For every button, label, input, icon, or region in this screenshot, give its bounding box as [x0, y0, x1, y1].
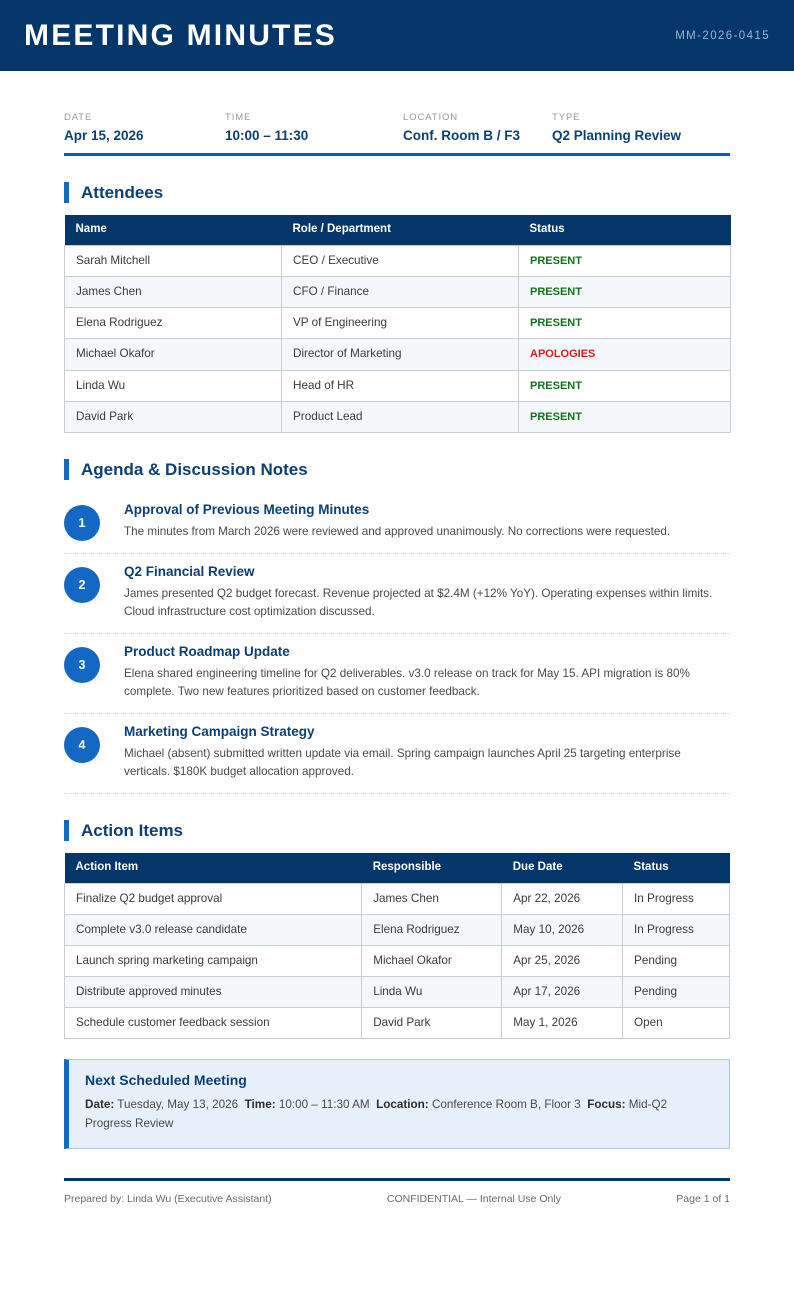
table-row — [65, 276, 731, 307]
table-row — [65, 308, 731, 339]
meta-value-time: 10:00 – 11:30 — [225, 128, 309, 144]
meta-field-date — [64, 113, 225, 144]
agenda-item-heading: Approval of Previous Meeting Minutes — [124, 501, 370, 517]
action-due-date: May 10, 2026 — [502, 915, 623, 946]
table-row — [65, 1008, 730, 1039]
section-title-agenda: Agenda & Discussion Notes — [81, 459, 308, 479]
next-meeting-title: Next Scheduled Meeting — [85, 1072, 247, 1089]
agenda-item-description: The minutes from March 2026 were reviewed and approved unanimously. No corrections were requested. — [124, 524, 671, 538]
attendees-col-status: Status — [519, 215, 731, 245]
attendee-status — [519, 339, 731, 370]
list-item — [64, 492, 730, 554]
action-responsible: Linda Wu — [362, 977, 502, 1008]
next-meeting-callout — [64, 1059, 730, 1149]
section-heading-attendees — [64, 182, 730, 203]
meeting-meta-row — [64, 113, 730, 156]
footer-confidential-notice: CONFIDENTIAL — Internal Use Only — [386, 1192, 561, 1205]
agenda-number-badge: 1 — [64, 505, 100, 541]
meta-field-time — [225, 113, 403, 144]
agenda-item-description: Michael (absent) submitted written update via email. Spring campaign launches April 25 targeting enterprise verticals. $180K budget allocation approved. — [124, 747, 681, 779]
next-meeting-details — [85, 1096, 713, 1134]
action-responsible: Michael Okafor — [362, 946, 502, 977]
meta-label-type: TYPE — [552, 112, 581, 123]
table-row — [65, 915, 730, 946]
action-responsible: Elena Rodriguez — [362, 915, 502, 946]
attendee-name: Michael Okafor — [65, 339, 282, 370]
attendees-col-role: Role / Department — [282, 215, 519, 245]
status-badge: PRESENT — [530, 410, 582, 423]
attendee-name: David Park — [65, 401, 282, 432]
action-responsible: David Park — [362, 1008, 502, 1039]
actions-header-row — [65, 853, 730, 883]
document-header — [0, 0, 794, 71]
actions-col-due: Due Date — [502, 853, 623, 883]
attendee-name: Sarah Mitchell — [65, 245, 282, 276]
next-meeting-time-label: Time: — [244, 1098, 276, 1111]
action-status: In Progress — [623, 884, 730, 915]
table-row — [65, 884, 730, 915]
list-item — [64, 714, 730, 794]
footer-page-number: Page 1 of 1 — [676, 1192, 730, 1205]
attendee-role: Head of HR — [282, 370, 519, 401]
meta-value-type: Q2 Planning Review — [552, 128, 682, 144]
action-item-text: Finalize Q2 budget approval — [65, 884, 362, 915]
meta-field-location — [403, 113, 552, 144]
agenda-number-badge: 3 — [64, 647, 100, 683]
action-responsible: James Chen — [362, 884, 502, 915]
attendee-status — [519, 276, 731, 307]
attendee-name: Elena Rodriguez — [65, 308, 282, 339]
action-items-table — [64, 853, 730, 1039]
action-due-date: May 1, 2026 — [502, 1008, 623, 1039]
meta-value-location: Conf. Room B / F3 — [403, 128, 520, 144]
section-heading-agenda — [64, 459, 730, 480]
agenda-item-description: James presented Q2 budget forecast. Revenue projected at $2.4M (+12% YoY). Operating expenses within limits. Cloud infrastructure cost optimization discussed. — [124, 586, 713, 618]
attendee-role: Product Lead — [282, 401, 519, 432]
action-item-text: Distribute approved minutes — [65, 977, 362, 1008]
next-meeting-location-value: Conference Room B, Floor 3 — [431, 1098, 581, 1111]
next-meeting-focus-label: Focus: — [587, 1098, 626, 1111]
document-id: MM-2026-0415 — [675, 29, 770, 42]
status-badge: PRESENT — [530, 317, 582, 330]
agenda-item-description: Elena shared engineering timeline for Q2 deliverables. v3.0 release on track for May 15. API migration is 80% complete. Two new features prioritized based on customer feedback. — [124, 666, 690, 698]
list-item — [64, 634, 730, 714]
next-meeting-time-value: 10:00 – 11:30 AM — [278, 1098, 370, 1111]
attendee-name: Linda Wu — [65, 370, 282, 401]
meta-label-location: LOCATION — [403, 112, 459, 123]
status-badge: APOLOGIES — [530, 348, 596, 361]
actions-col-responsible: Responsible — [362, 853, 502, 883]
status-badge: PRESENT — [530, 285, 582, 298]
attendee-status — [519, 401, 731, 432]
action-item-text: Schedule customer feedback session — [65, 1008, 362, 1039]
attendees-col-name: Name — [65, 215, 282, 245]
action-status: Pending — [623, 977, 730, 1008]
agenda-number-badge: 2 — [64, 567, 100, 603]
action-item-text: Complete v3.0 release candidate — [65, 915, 362, 946]
attendees-header-row — [65, 215, 731, 245]
section-heading-actions — [64, 820, 730, 841]
attendee-status — [519, 308, 731, 339]
action-items-table-body — [65, 884, 730, 1039]
action-item-text: Launch spring marketing campaign — [65, 946, 362, 977]
meta-label-date: DATE — [64, 112, 93, 123]
status-badge: PRESENT — [530, 379, 582, 392]
meta-value-date: Apr 15, 2026 — [64, 128, 144, 144]
agenda-item-heading: Marketing Campaign Strategy — [124, 724, 315, 740]
next-meeting-location-label: Location: — [376, 1098, 429, 1111]
actions-col-status: Status — [623, 853, 730, 883]
action-status: Open — [623, 1008, 730, 1039]
meta-label-time: TIME — [225, 112, 252, 123]
attendee-role: Director of Marketing — [282, 339, 519, 370]
table-row — [65, 946, 730, 977]
next-meeting-focus-value: Mid-Q2 Progress Review — [85, 1098, 668, 1130]
agenda-item-body — [124, 502, 730, 541]
status-badge: PRESENT — [530, 254, 582, 267]
section-accent-bar-icon — [64, 182, 69, 203]
attendee-role: CFO / Finance — [282, 276, 519, 307]
attendees-table-body — [65, 245, 731, 432]
attendee-role: CEO / Executive — [282, 245, 519, 276]
action-status: In Progress — [623, 915, 730, 946]
document-footer — [64, 1178, 730, 1205]
table-row — [65, 370, 731, 401]
attendee-status — [519, 245, 731, 276]
action-due-date: Apr 25, 2026 — [502, 946, 623, 977]
attendee-role: VP of Engineering — [282, 308, 519, 339]
footer-prepared-by: Prepared by: Linda Wu (Executive Assistant) — [64, 1192, 272, 1205]
agenda-item-body — [124, 644, 730, 701]
attendee-name: James Chen — [65, 276, 282, 307]
page-title: MEETING MINUTES — [24, 18, 338, 52]
agenda-number-badge: 4 — [64, 727, 100, 763]
section-accent-bar-icon — [64, 820, 69, 841]
meta-field-type — [552, 113, 681, 144]
agenda-item-body — [124, 724, 730, 781]
next-meeting-date-label: Date: — [85, 1098, 115, 1111]
action-status: Pending — [623, 946, 730, 977]
list-item — [64, 554, 730, 634]
action-due-date: Apr 22, 2026 — [502, 884, 623, 915]
section-title-attendees: Attendees — [81, 182, 164, 202]
agenda-item-heading: Product Roadmap Update — [124, 644, 290, 659]
table-row — [65, 339, 731, 370]
actions-col-item: Action Item — [65, 853, 362, 883]
table-row — [65, 245, 731, 276]
table-row — [65, 977, 730, 1008]
page-content — [0, 113, 794, 1205]
section-title-actions: Action Items — [81, 821, 184, 841]
section-accent-bar-icon — [64, 459, 69, 480]
attendee-status — [519, 370, 731, 401]
attendees-table — [64, 215, 731, 433]
table-row — [65, 401, 731, 432]
next-meeting-date-value: Tuesday, May 13, 2026 — [117, 1098, 239, 1111]
agenda-item-body — [124, 564, 730, 621]
agenda-item-heading: Q2 Financial Review — [124, 563, 255, 579]
action-due-date: Apr 17, 2026 — [502, 977, 623, 1008]
agenda-list — [64, 492, 730, 794]
